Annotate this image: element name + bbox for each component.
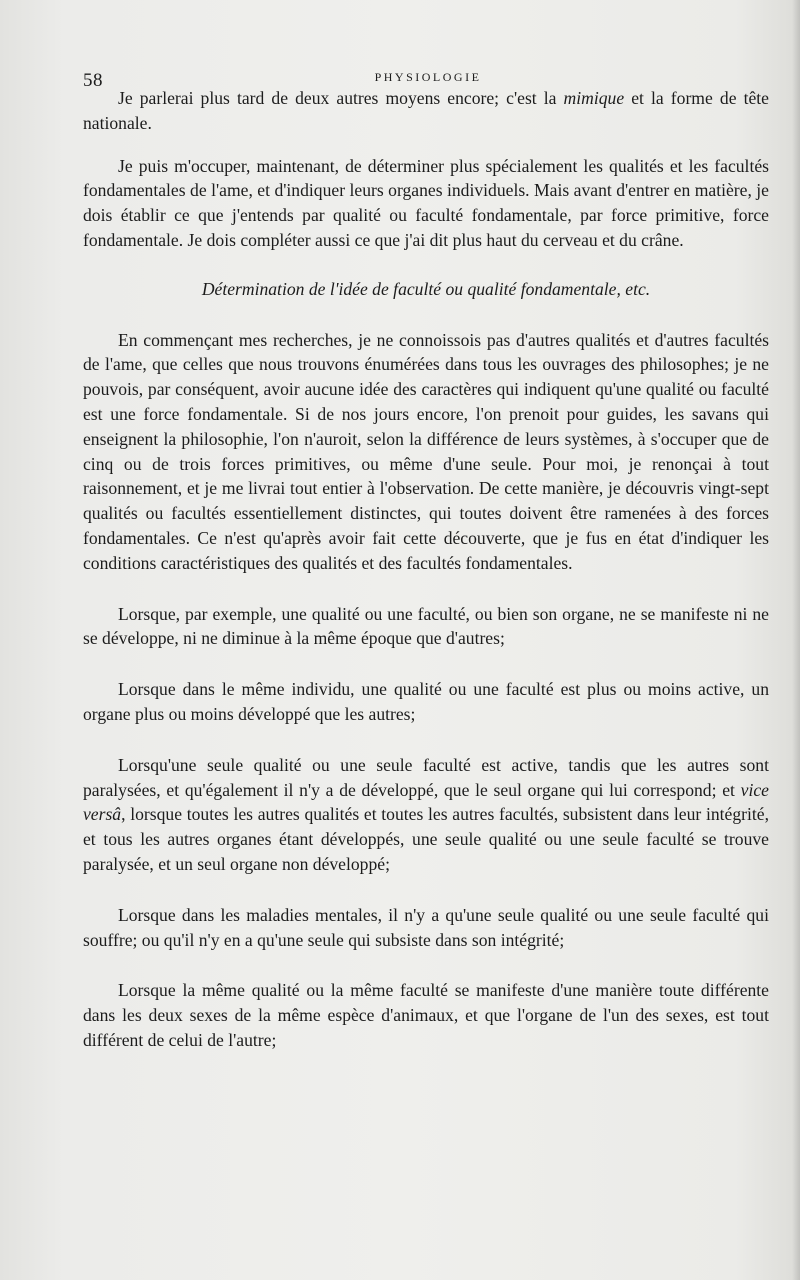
paragraph-1-emphasis: mimique bbox=[563, 88, 625, 108]
body-text bbox=[83, 86, 769, 1053]
paragraph-6-emphasis: vice versâ bbox=[83, 779, 769, 825]
page-number: 58 bbox=[83, 70, 103, 91]
paragraph-1 bbox=[83, 86, 769, 136]
paragraph-5: Lorsque dans le même individu, une qualité ou une faculté est plus ou moins active, un organe plus ou moins développé que les autres; bbox=[83, 679, 769, 724]
paragraph-8: Lorsque la même qualité ou la même faculté se manifeste d'une manière toute différente dans les deux sexes de la même espèce d'animaux, et que l'organe de l'un des sexes, est tout différent de celui de l'autre; bbox=[83, 980, 769, 1050]
paragraph-1-text-a: Je parlerai plus tard de deux autres moyens encore; c'est la bbox=[118, 88, 564, 108]
paragraph-6 bbox=[83, 753, 769, 877]
paragraph-7: Lorsque dans les maladies mentales, il n'y a qu'une seule qualité ou une seule faculté qui souffre; ou qu'il n'y en a qu'une seule qui subsiste dans son intégrité; bbox=[83, 904, 769, 950]
paragraph-1-text-b: et la forme de tête nationale. bbox=[83, 88, 769, 133]
paragraph-2: Je puis m'occuper, maintenant, de déterminer plus spécialement les qualités et les facultés fondamentales de l'ame, et d'indiquer leurs organes individuels. Mais avant d'entrer en matière, je dois établir ce que j'entends par qualité ou faculté fondamentale, par force primitive, force fondamentale. Je dois compléter aussi ce que j'ai dit plus haut du cerveau et du crâne. bbox=[83, 155, 769, 250]
paragraph-6-text-b: , lorsque toutes les autres qualités et toutes les autres facultés, subsistent dans leur intégrité, et tous les autres organes étant développés, une seule qualité ou une seule faculté se trouve paralysée, et un seul organe non développé; bbox=[83, 804, 769, 874]
paragraph-6-text-a: Lorsqu'une seule qualité ou une seule faculté est active, tandis que les autres sont paralysées, et qu'également il n'y a de développé, que le seul organe qui lui correspond; et bbox=[83, 754, 769, 800]
paragraph-4: Lorsque, par exemple, une qualité ou une faculté, ou bien son organe, ne se manifeste ni ne se développe, ni ne diminue à la même époque que d'autres; bbox=[83, 603, 769, 649]
running-head: PHYSIOLOGIE bbox=[374, 70, 482, 84]
paragraph-3: En commençant mes recherches, je ne connoissois pas d'autres qualités et d'autres facultés de l'ame, que celles que nous trouvons énumérées dans tous les ouvrages des philosophes; je ne pouvois, par conséquent, avoir aucune idée des caractères qui indiquent qu'une qualité ou faculté est une force fondamentale. Si de nos jours encore, l'on prenoit pour guides, les savans qui enseignent la philosophie, l'on n'auroit, selon la différence de leurs systèmes, à s'occuper que de cinq ou de trois forces primitives, ou même d'une seule. Pour moi, je renonçai à tout raisonnement, et je me livrai tout entier à l'observation. De cette manière, je découvris vingt-sept qualités ou facultés essentiellement distinctes, qui toutes doivent être ramenées à des forces fondamentales. Ce n'est qu'après avoir fait cette découverte, que je fus en état d'indiquer les conditions caractéristiques des qualités et des facultés fondamentales. bbox=[83, 329, 769, 573]
section-heading: Détermination de l'idée de faculté ou qualité fondamentale, etc. bbox=[201, 278, 651, 299]
page-edge-shadow bbox=[792, 0, 800, 1280]
